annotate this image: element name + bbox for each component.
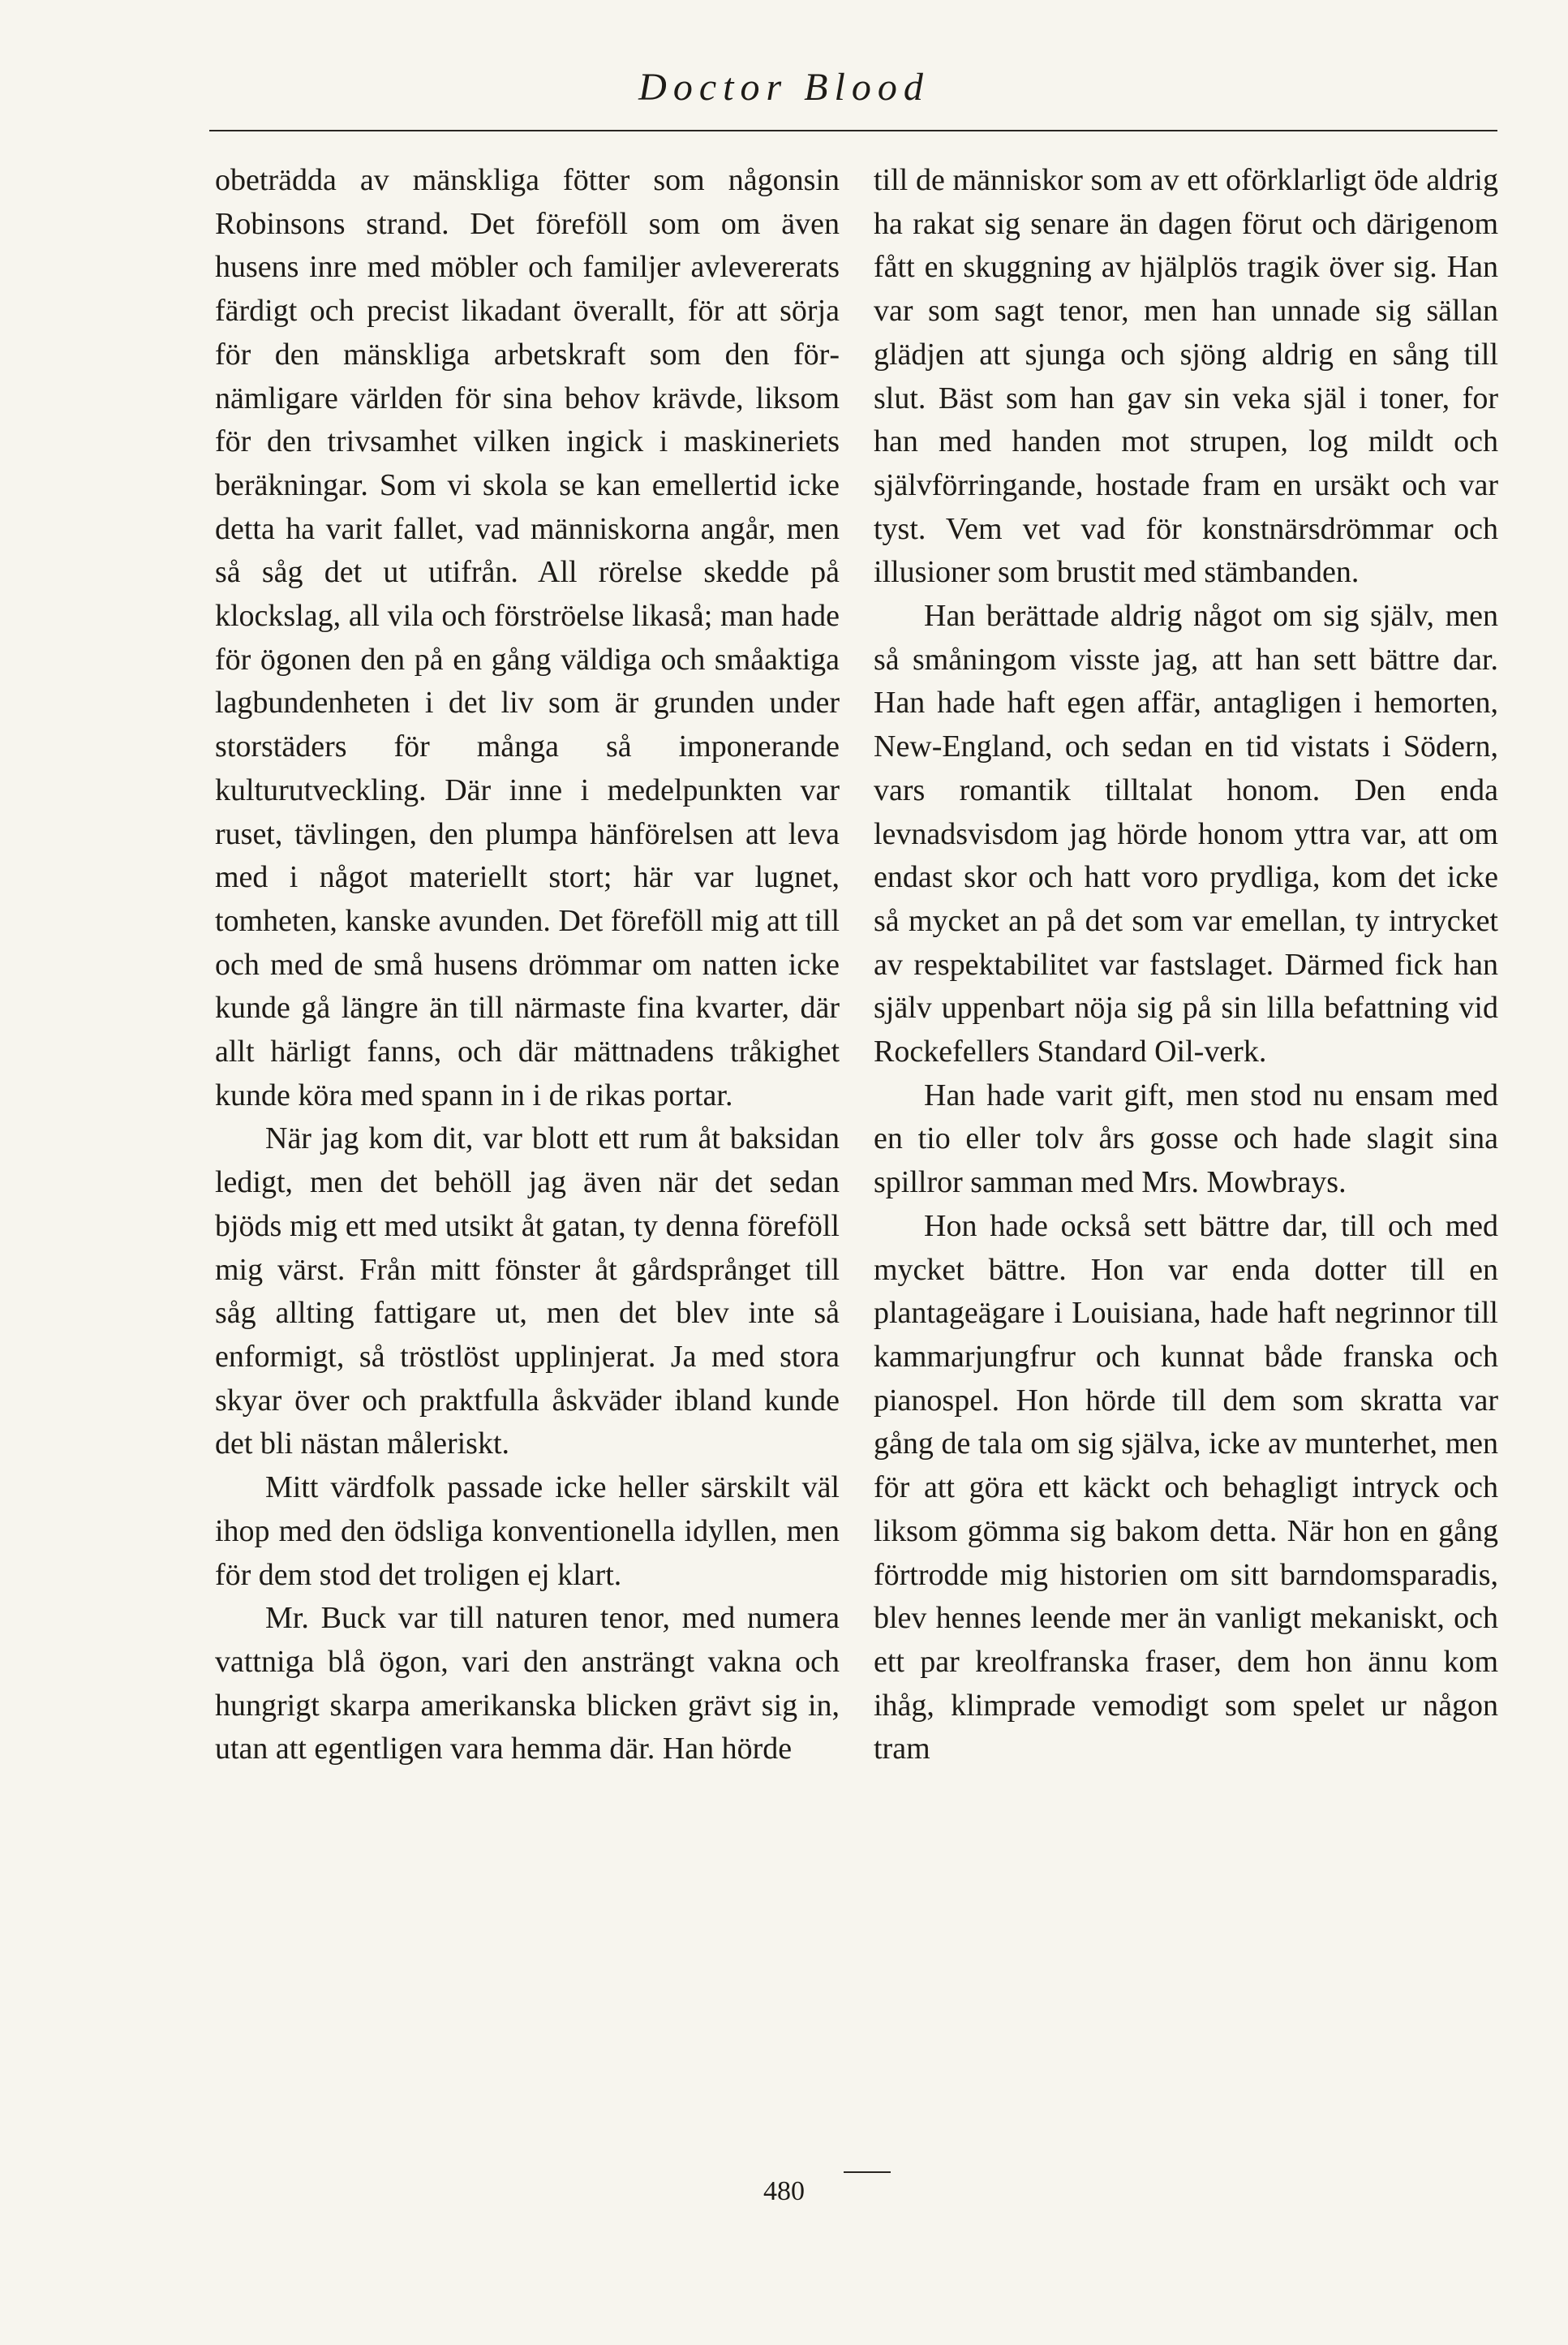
paragraph: Mr. Buck var till naturen tenor, med numera vattniga blå ögon, vari den ansträngt vakna och hungrigt skarpa amerikanska blicken grävt sig in, utan att egentligen vara hemma där. Han hörde — [215, 1601, 840, 1766]
running-head: Doctor Blood — [638, 66, 930, 109]
page-number: 480 — [763, 2176, 805, 2206]
paragraph: Han berättade aldrig något om sig själv, men så småningom visste jag, att han sett bättre dar. Han hade haft egen affär, antagligen i hemorten, New-England, och sedan en tid vistats i Södern, vars romantik tilltalat honom. Den enda levnadsvisdom jag hörde honom yttra var, att om endast skor och hatt voro prydliga, kom det icke så mycket an på det som var emellan, ty intrycket av respektabilitet var fastslaget. Därmed fick han själv uppenbart nöja sig på sin lilla befattning vid Rockefellers Standard Oil-verk. — [874, 599, 1498, 1069]
paragraph: Mitt värdfolk passade icke heller särskilt väl ihop med den ödsliga konventionella idyllen, men för dem stod det troligen ej klart. — [215, 1470, 840, 1592]
folio-rule — [844, 2171, 891, 2173]
paragraph: Han hade varit gift, men stod nu ensam med en tio eller tolv års gosse och hade slagit sina spillror samman med Mrs. Mowbrays. — [874, 1078, 1498, 1200]
left-column — [215, 159, 840, 1771]
paragraph: till de människor som av ett oförklarligt öde aldrig ha rakat sig senare än dagen förut och därigenom fått en skuggning av hjälplös tragik över sig. Han var som sagt tenor, men han unnade sig sällan glädjen att sjunga och sjöng aldrig en sång till slut. Bäst som han gav sin veka själ i toner, for han med handen mot strupen, log mildt och självförringande, hostade fram en ursäkt och var tyst. Vem vet vad för konstnärsdrömmar och illusioner som brustit med stämbanden. — [874, 163, 1498, 590]
right-column — [874, 159, 1498, 1771]
paragraph: Hon hade också sett bättre dar, till och med mycket bättre. Hon var enda dotter till en plantageägare i Louisiana, hade haft negrinnor till kammarjungfrur och kunnat både franska och pianospel. Hon hörde till dem som skratta var gång de tala om sig själva, icke av munterhet, men för att göra ett käckt och behagligt intryck och liksom gömma sig bakom detta. När hon en gång förtrodde mig historien om sitt barndomsparadis, blev hennes leende mer än vanligt mekaniskt, och ett par kreolfranska fraser, dem hon ännu kom ihåg, klimprade vemodigt som spelet ur någon tram — [874, 1208, 1498, 1766]
paragraph: obeträdda av mänskliga fötter som någonsin Robinsons strand. Det föreföll som om även husens inre med möbler och familjer avlevererats färdigt och precist likadant överallt, för att sörja för den mänskliga arbetskraft som den förnämligare världen för sina behov krävde, liksom för den trivsamhet vilken ingick i maskineriets beräkningar. Som vi skola se kan emellertid icke detta ha varit fallet, vad människorna angår, men så såg det ut utifrån. All rörelse skedde på klockslag, all vila och förströelse likaså; man hade för ögonen den på en gång väldiga och småaktiga lagbundenheten i det liv som är grunden under storstäders för många så imponerande kulturutveckling. Där inne i medelpunkten var ruset, tävlingen, den plumpa hänförelsen att leva med i något materiellt stort; här var lugnet, tomheten, kanske avunden. Det föreföll mig att till och med de små husens drömmar om natten icke kunde gå längre än till närmaste fina kvarter, där allt härligt fanns, och där mättnadens tråkighet kunde köra med spann in i de rikas portar. — [215, 163, 840, 1112]
header-rule — [209, 130, 1497, 131]
paragraph: När jag kom dit, var blott ett rum åt baksidan ledigt, men det behöll jag även när det sedan bjöds mig ett med utsikt åt gatan, ty denna föreföll mig värst. Från mitt fönster åt gårdsprånget till såg allting fattigare ut, men det blev inte så enformigt, så tröstlöst upplinjerat. Ja med stora skyar över och praktfulla åskväder ibland kunde det bli nästan måleriskt. — [215, 1121, 840, 1461]
